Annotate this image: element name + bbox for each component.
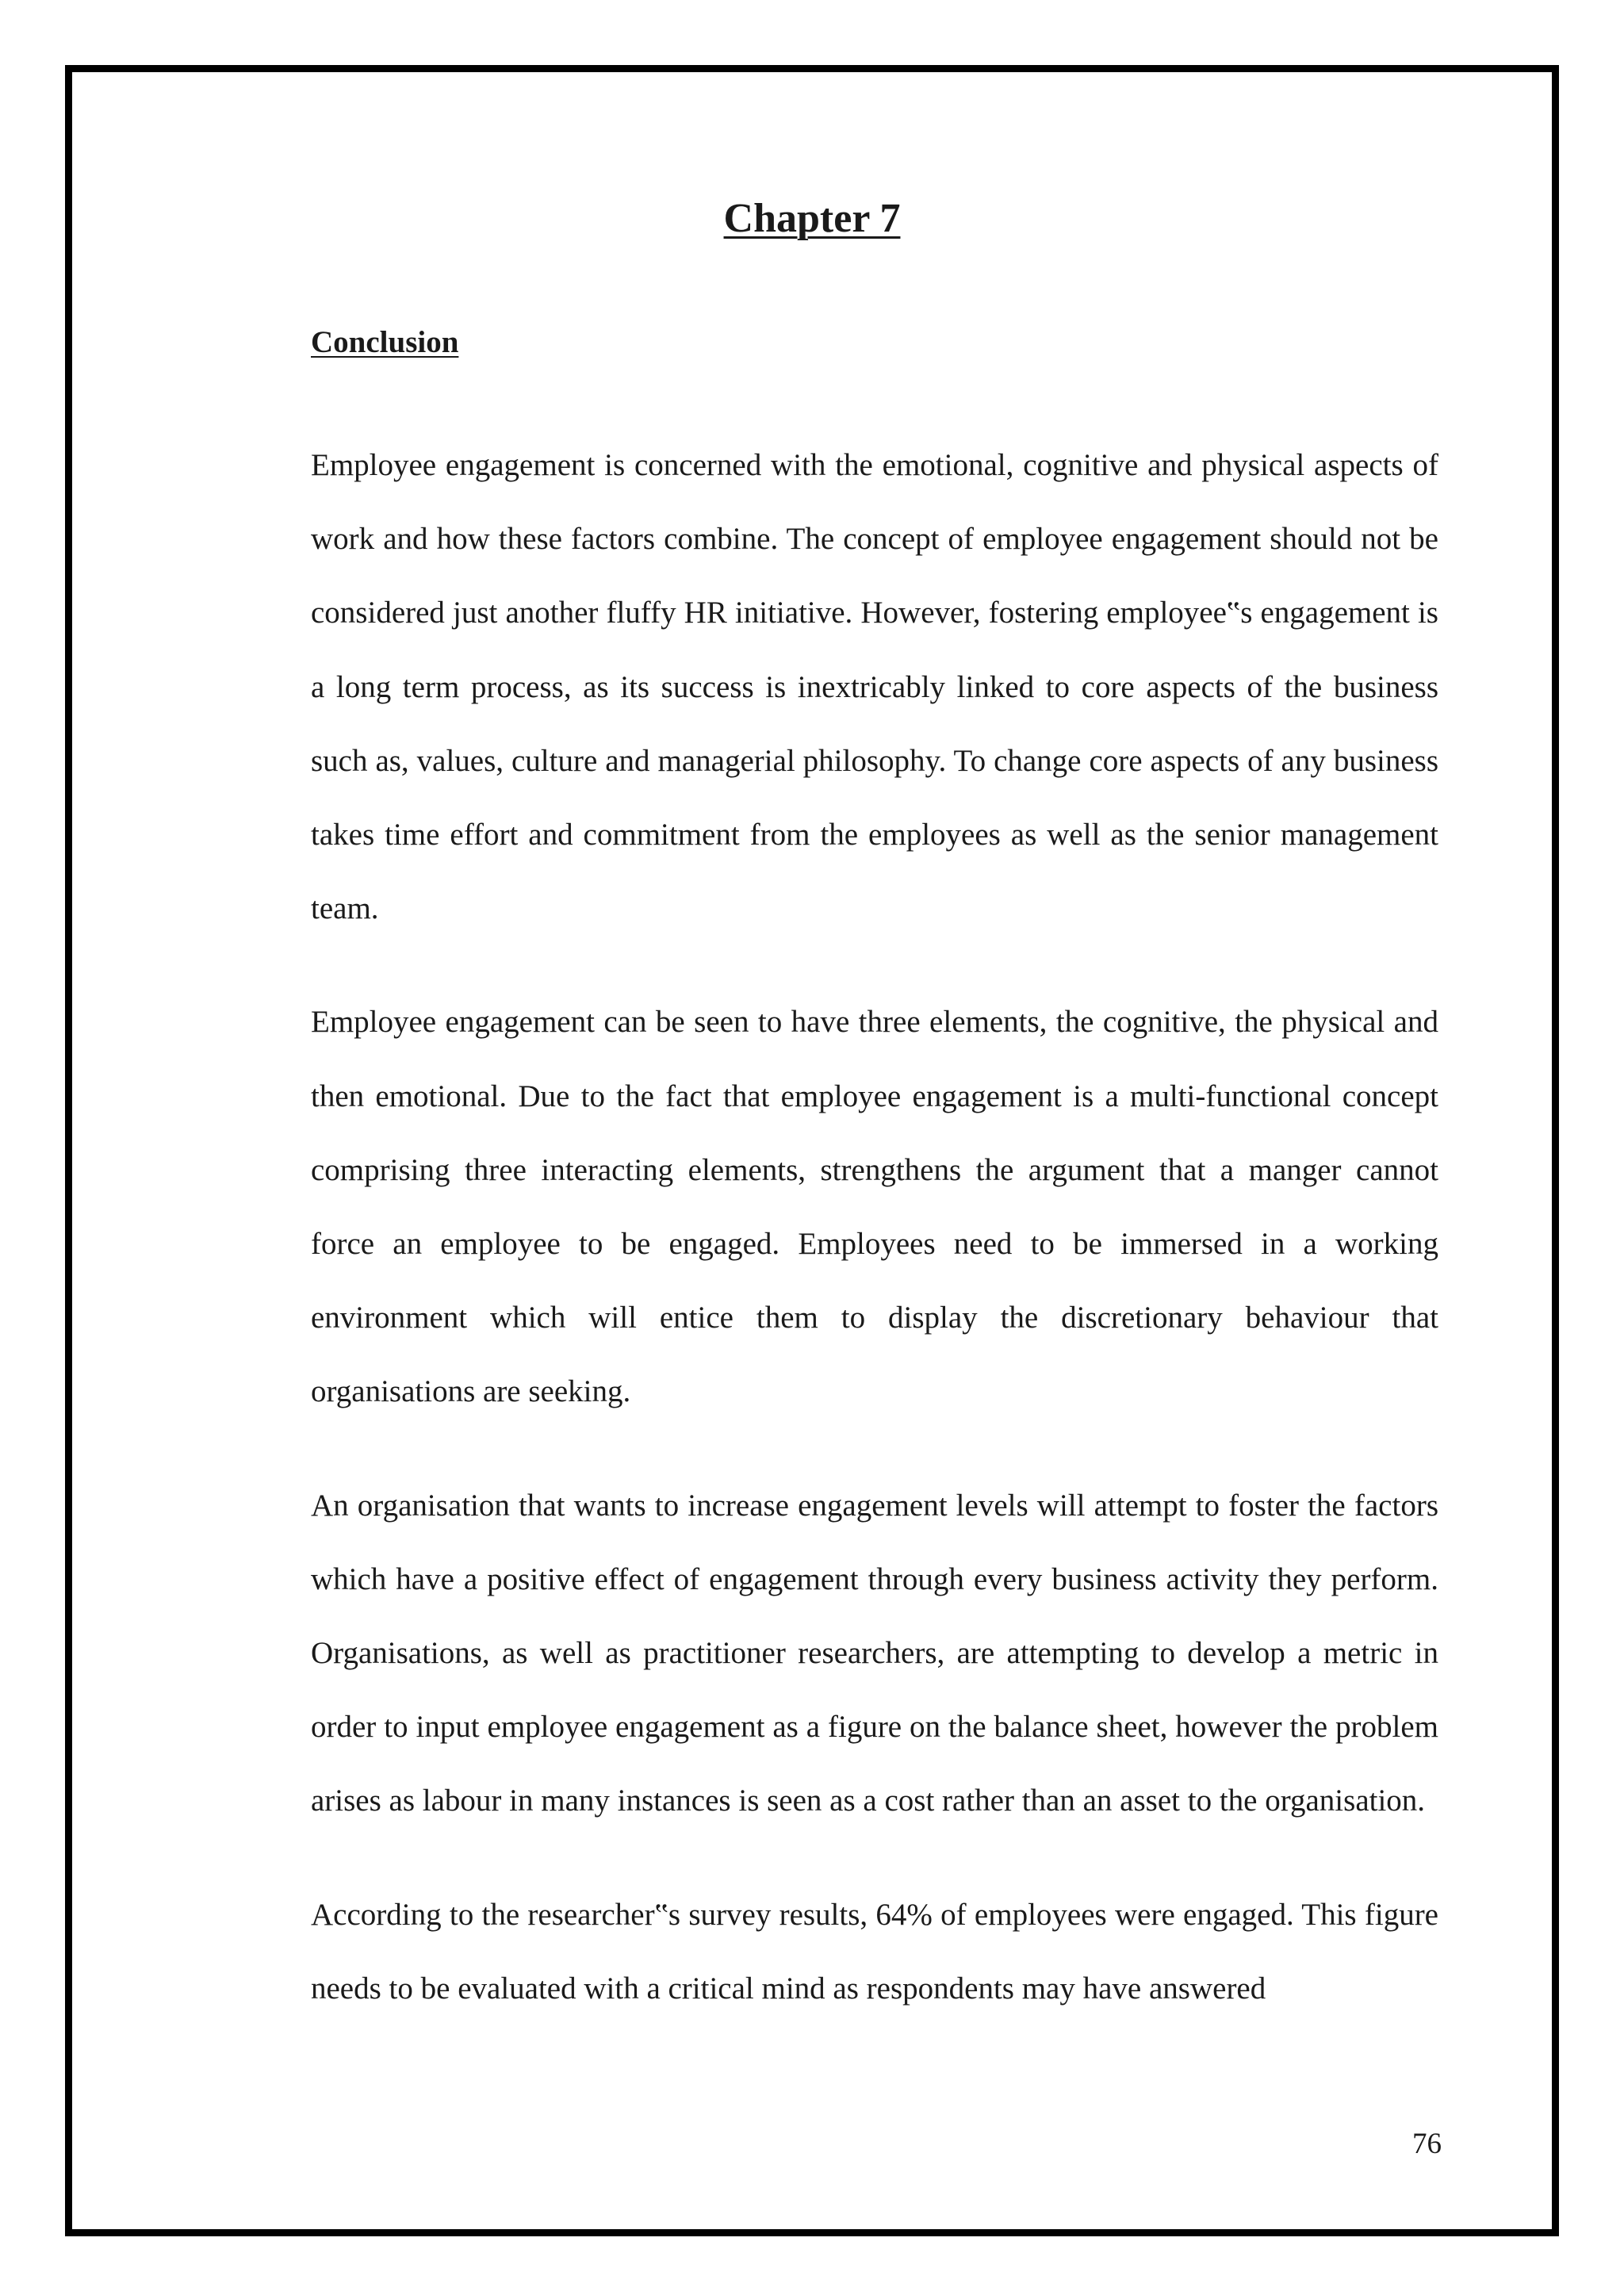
- chapter-title: Chapter 7: [723, 196, 901, 241]
- section-heading: Conclusion: [311, 325, 459, 359]
- page-number: 76: [1412, 2128, 1442, 2160]
- paragraph-4: According to the researcher‟s survey results, 64% of employees were engaged. This figure needs to be evaluated with a critical mind as respondents may have answered: [311, 1897, 1438, 2006]
- paragraph-3: An organisation that wants to increase engagement levels will attempt to foster the factors which have a positive effect of engagement through every business activity they perform. Organisations, as well as practitioner researchers, are attempting to develop a metric in order to input employee engagement as a figure on the balance sheet, however the problem arises as labour in many instances is seen as a cost rather than an asset to the organisation.: [311, 1488, 1438, 1818]
- body-text: [311, 428, 1438, 2025]
- paragraph-2: Employee engagement can be seen to have three elements, the cognitive, the physical and then emotional. Due to the fact that employee engagement is a multi-functional concept comprising three interacting elements, strengthens the argument that a manger cannot force an employee to be engaged. Employees need to be immersed in a working environment which will entice them to display the discretionary behaviour that organisations are seeking.: [311, 1005, 1438, 1409]
- paragraph-1: Employee engagement is concerned with the emotional, cognitive and physical aspects of work and how these factors combine. The concept of employee engagement should not be considered just another fluffy HR initiative. However, fostering employee‟s engagement is a long term process, as its success is inextricably linked to core aspects of the business such as, values, culture and managerial philosophy. To change core aspects of any business takes time effort and commitment from the employees as well as the senior management team.: [311, 448, 1438, 926]
